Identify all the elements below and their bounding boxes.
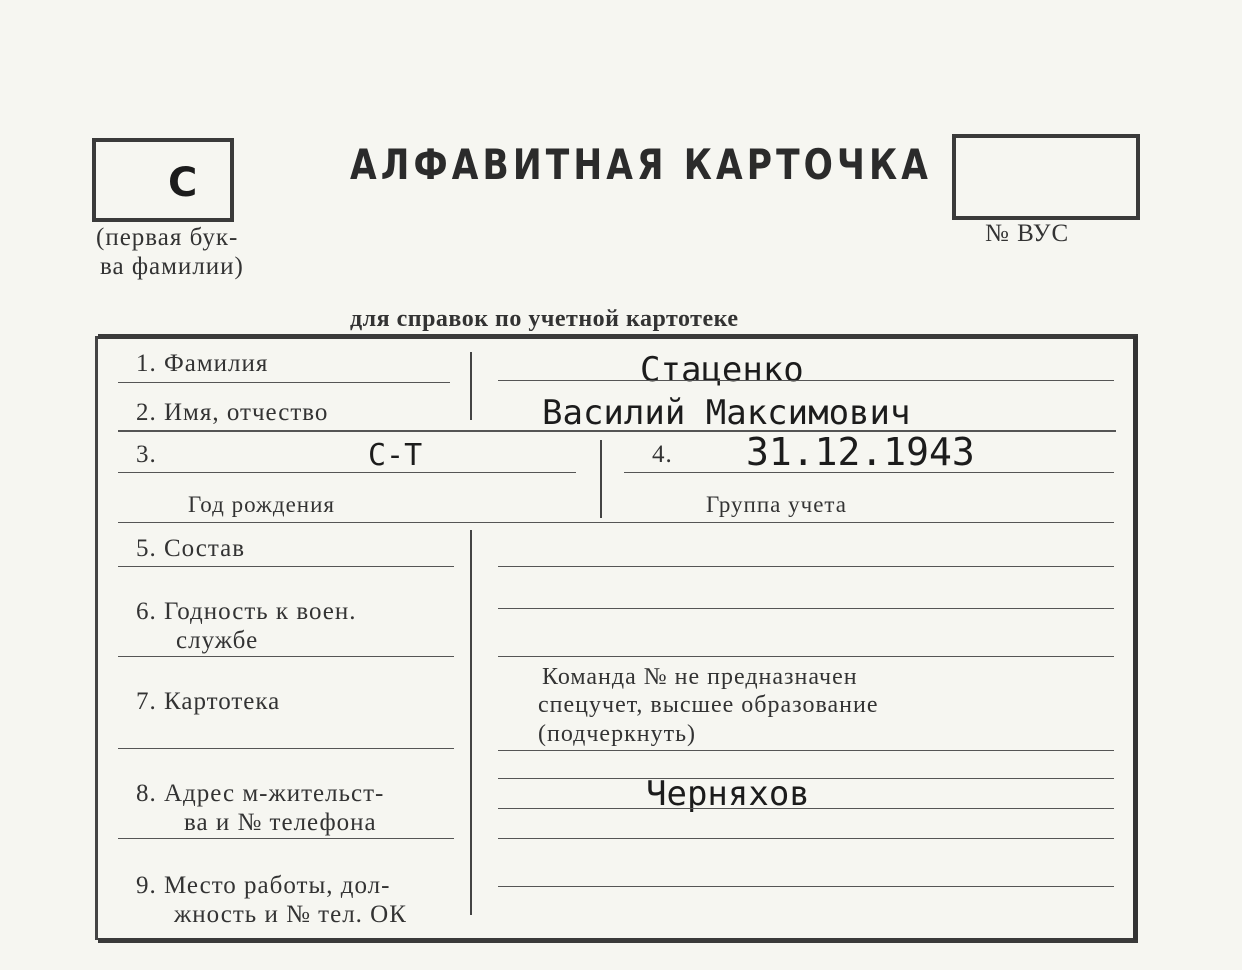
field-surname-label: 1. Фамилия [136,350,269,377]
field-fitness-label-1: 6. Годность к воен. [136,598,357,625]
surname-letter: С [168,160,198,206]
line-row1-right [498,380,1114,381]
vus-box [952,134,1140,220]
frame-top [98,334,1138,339]
field-cardfile-label: 7. Картотека [136,688,281,715]
line-row5-left [118,566,454,567]
line-row9-right [498,886,1114,887]
field-workplace-label-1: 9. Место работы, дол- [136,872,391,899]
line-row3-left [118,472,576,473]
frame-right [1133,336,1138,940]
field-surname-value: Стаценко [640,350,804,390]
surname-letter-box [92,138,234,222]
field-address-label-2: ва и № телефона [184,809,377,836]
divider-row34 [600,440,602,518]
letter-caption-line1: (первая бук- [96,224,239,251]
field-name-label: 2. Имя, отчество [136,399,329,426]
team-line: Команда № не предназначен [542,664,858,690]
line-row3-right [624,472,1114,473]
field-birth-value: С-Т [368,438,423,473]
field-group-number: 4. [652,441,673,468]
line-row6-right-b [498,656,1114,657]
line-row3-bottom [118,522,1114,523]
line-row7-left [118,748,454,749]
line-row5-right [498,566,1114,567]
line-row8-right-b [498,808,1114,809]
frame-bottom [98,938,1138,943]
special-line: спецучет, высшее образование [538,692,879,718]
divider-lower [470,530,472,915]
line-row7-right [498,750,1114,751]
card-title: АЛФАВИТНАЯ КАРТОЧКА [350,140,932,189]
field-address-label-1: 8. Адрес м-жительст- [136,780,385,807]
letter-caption-line2: ва фамилии) [100,253,244,280]
field-composition-label: 5. Состав [136,535,246,562]
line-row8-left [118,838,454,839]
field-fitness-label-2: службе [176,627,259,654]
field-group-caption: Группа учета [706,492,847,517]
line-row8-right-c [498,838,1114,839]
line-row6-right-a [498,608,1114,609]
field-birth-caption: Год рождения [188,492,335,517]
divider-row12 [470,352,472,420]
line-row6-left [118,656,454,657]
field-group-value: 31.12.1943 [746,430,975,474]
frame-left [95,336,98,940]
field-name-value: Василий Максимович [542,393,911,433]
card-subtitle: для справок по учетной картотеке [350,306,739,332]
field-workplace-label-2: жность и № тел. ОК [174,901,407,928]
field-address-value: Черняхов [646,774,810,814]
line-row1-left [118,382,450,383]
field-birth-number: 3. [136,441,157,468]
underline-note: (подчеркнуть) [538,721,697,747]
vus-caption: № ВУС [985,220,1070,247]
